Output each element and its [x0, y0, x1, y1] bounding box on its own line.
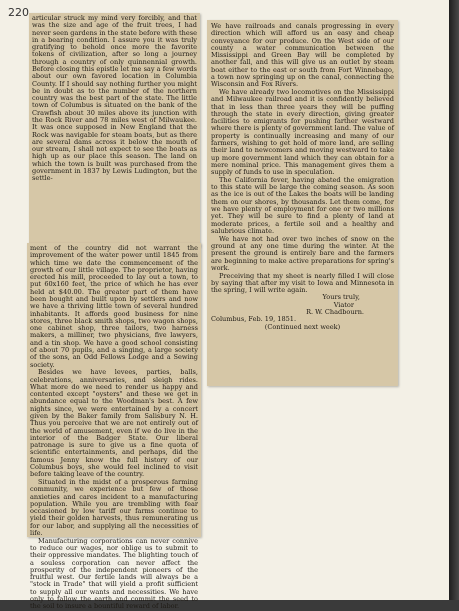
clipping-paragraph: articular struck my mind very forcibly, and that was the size and age of the fruit trees, I had never seen gardens in the state before with these in a bearing condition. I assure you it was truly gratifying to behold once more the favorite tokens of civilization, after so long a journey through a country of only quinnennial growth. Before closing this epistle let me say a few words about our own favored location in Columbia County. If I should say nothing further you might be in doubt as to the number of the northern country was the best part of the state. The little town of Columbus is situated on the bank of the Crawfish about 30 miles above its junction with the Rock River and 78 miles west of Milwaukee. It was once supposed in New England that the Rock was navigable for steam boats, but as there are several dams across it below the mouth of our stream, I shall not expect to see the boats as high up as our place this season. The land on which the town is built was purchased from the government in 1837 by Lewis Ludington, but the settle-	[32, 14, 197, 183]
letter-dateline: Columbus, Feb. 19, 1851.	[211, 315, 297, 324]
newspaper-clipping-left-bottom	[27, 243, 201, 611]
newspaper-clipping-left-top	[29, 13, 200, 247]
signature-pen-name: Viator	[333, 300, 354, 309]
page-number: 220	[8, 6, 29, 19]
clipping-paragraph: Situated in the midst of a prosperous farming community, we experience but few of those anxieties and cares incident to a manufacturing population. While you are trembling with fear occasioned by low tariff our farms continue to yield their golden harvests, thus remunerating us for our labor, and supplying all the necessities of life.	[30, 478, 198, 537]
book-spine	[449, 0, 459, 600]
clipping-paragraph: We have railroads and canals progressing in every direction which will afford us an easy and cheap conveyance for our produce. On the West side of our county a water communication between the Mississippi and Green Bay will be completed by another fall, and this will give us an outlet by steam boat either to the east or south from Fort Winnebago, a town now springing up on the canal, connecting the Wisconsin and Fox Rivers.	[211, 22, 394, 89]
clipping-paragraph: The California fever, having abated the emigration to this state will be large the coming season. As soon as the ice is out of the Lakes the boats will be landing them on our shores, by thousands. Let them come, for we have plenty of employment for one or two millions yet. They will be sure to find a plenty of land at moderate prices, a fertile soil and a healthy and salubrious climate.	[211, 175, 394, 235]
clipping-paragraph: Manufacturing corporations can never connive to reduce our wages, nor oblige us to submit to their oppressive mandates. The blighting touch of a souless corporation can never affect the prosperity of the independent pioneers of the fruitful west. Our fertile lands will always be a "stock in Trade" that will yield a profit sufficient to supply all our wants and necessities. We have only to fallow the earth and commit the seed to the soil to insure a bountiful reward of labor.	[30, 536, 198, 611]
newspaper-clipping-right	[207, 20, 398, 386]
signature-author: R. W. Chadbourn.	[306, 307, 364, 316]
continued-note: (Continued next week)	[264, 322, 341, 331]
letter-closing: Yours truly,	[322, 293, 360, 302]
clipping-paragraph: Preceiving that my sheet is nearly filled I will close by saying that after my visit to Iowa and Minnesota in the spring, I will write again.	[211, 271, 394, 295]
clipping-paragraph: We have already two locomotives on the Mississippi and Milwaukee railroad and it is confidently believed that in less than three years they will be puffing through the state in every direction, giving greater facilities to emigrants for pushing farther westward where there is plenty of government land. The value of property is continually increasing and many of our farmers, wishing to get hold of more land, are selling their land to newcomers and moving westward to take up more government land which they can obtain for a mere nominal price. This management gives them a supply of funds to use in speculation.	[211, 88, 394, 177]
clipping-paragraph: We have not had over two inches of snow on the ground at any one time during the winter. At the present the ground is entirely bare and the farmers are beginning to make active preparations for spring's work.	[211, 234, 394, 272]
clipping-paragraph: ment of the country did not warrant the improvement of the water power until 1845 from which time we date the commencement of the growth of our little village. The proprietor, having erected his mill, proceeded to lay out a town, to put 60x160 feet, the price of which he has ever held at $40.00. The greater part of them have been bought and built upon by settlers and now we have a thriving little town of several hundred inhabitants. It affords good business for nine stores, three black smith shops, two wagon shops, one cabinet shop, three tailors, two harness makers, a milliner, two physicians, five lawyers, and a tin shop. We have a good school consisting of about 70 pupils, and a singing, a large society of the sons, an Odd Fellows Lodge and a Sewing society.	[30, 244, 198, 369]
clipping-paragraph: Besides we have levees, parties, balls, celebrations, anniversaries, and sleigh rides. What more do we need to render us happy and contented except "oysters" and these we get in abundance equal to the Woodman's best. A few nights since, we were entertained by a concert given by the Baker family from Salisbury N. H. Thus you perceive that we are not entirely out of the world of amusement, even if we do live in the interior of the Badger State. Our liberal patronage is sure to give us a fine quota of scientific entertainments, and perhaps, did the famous Jenny know the full history of our Columbus boys, she would feel inclined to visit before taking leave of the country.	[30, 368, 198, 479]
